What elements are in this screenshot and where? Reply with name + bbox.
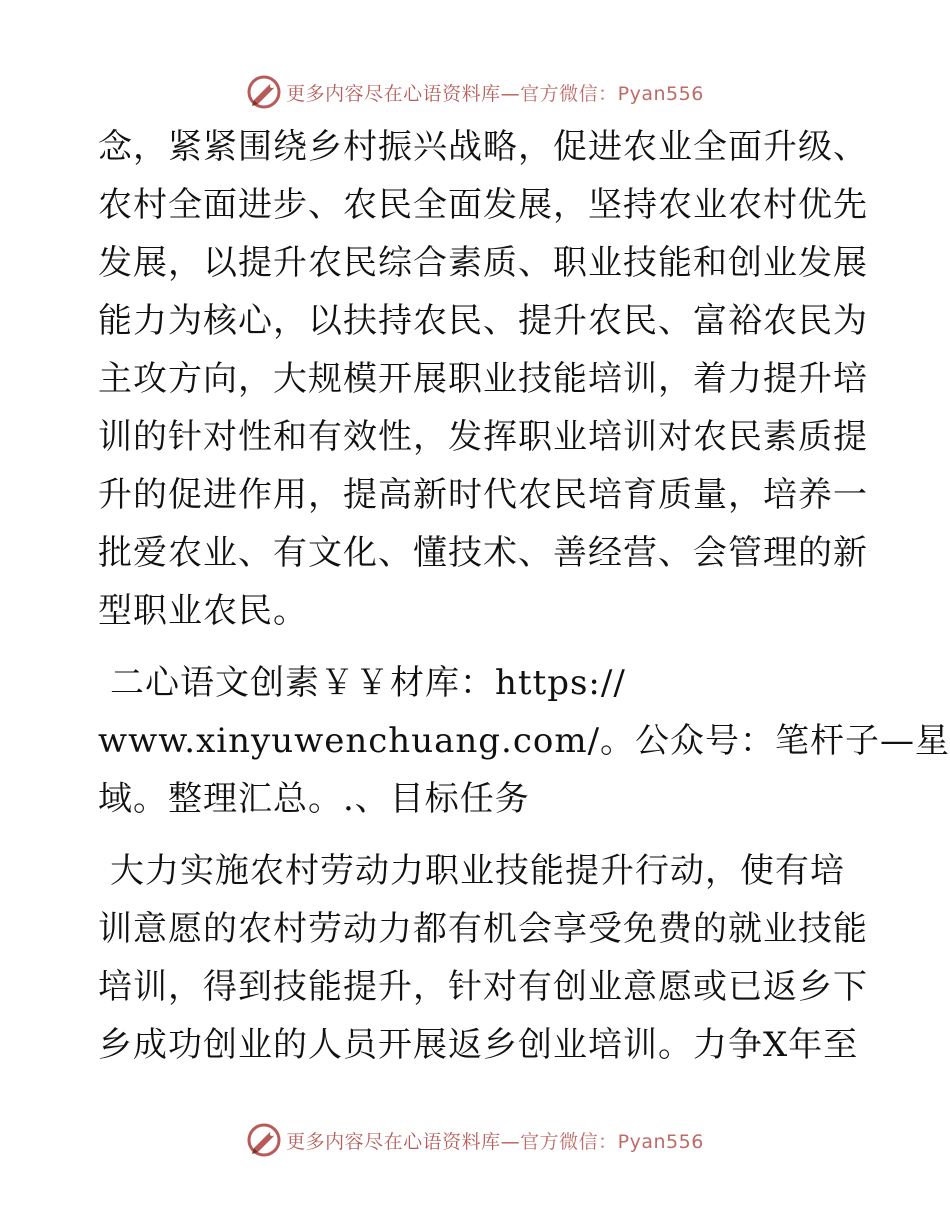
paragraph-1	[98, 118, 868, 640]
banner-text	[286, 1127, 704, 1154]
banner-text	[286, 79, 704, 106]
text-line: 大力实施农村劳动力职业技能提升行动，使有培	[110, 851, 845, 891]
text-line: 发展，以提升农民综合素质、职业技能和创业发展	[98, 243, 868, 283]
banner-wechat: 官方微信：Pyan556	[520, 82, 704, 105]
red-pen-seal-icon	[246, 74, 282, 110]
paragraph-3	[98, 842, 868, 1074]
banner-wechat: 官方微信：Pyan556	[520, 1130, 704, 1153]
text-line: www.xinyuwenchuang.com/。公众号：笔杆子—星	[98, 721, 950, 761]
banner-site-name: 更多内容尽在心语资料库—	[286, 1130, 521, 1153]
text-line: 培训，得到技能提升，针对有创业意愿或已返乡下	[98, 967, 868, 1007]
text-line: 型职业农民。	[98, 591, 308, 631]
text-line: 训的针对性和有效性，发挥职业培训对农民素质提	[98, 417, 868, 457]
text-line: 训意愿的农村劳动力都有机会享受免费的就业技能	[98, 909, 868, 949]
text-line: 域。整理汇总。.、目标任务	[98, 779, 530, 819]
text-line: 能力为核心，以扶持农民、提升农民、富裕农民为	[98, 301, 868, 341]
text-line: 乡成功创业的人员开展返乡创业培训。力争X年至	[98, 1025, 859, 1065]
paragraph-2	[98, 654, 950, 828]
text-line: 升的促进作用，提高新时代农民培育质量，培养一	[98, 475, 868, 515]
text-line: 批爱农业、有文化、懂技术、善经营、会管理的新	[98, 533, 868, 573]
header-banner	[0, 72, 950, 112]
footer-banner	[0, 1120, 950, 1160]
banner-site-name: 更多内容尽在心语资料库—	[286, 82, 521, 105]
text-line: 二心语文创素￥￥材库：https://	[110, 663, 626, 703]
red-pen-seal-icon	[246, 1122, 282, 1158]
document-body	[98, 118, 950, 1074]
text-line: 念，紧紧围绕乡村振兴战略，促进农业全面升级、	[98, 127, 868, 167]
text-line: 主攻方向，大规模开展职业技能培训，着力提升培	[98, 359, 868, 399]
text-line: 农村全面进步、农民全面发展，坚持农业农村优先	[98, 185, 868, 225]
